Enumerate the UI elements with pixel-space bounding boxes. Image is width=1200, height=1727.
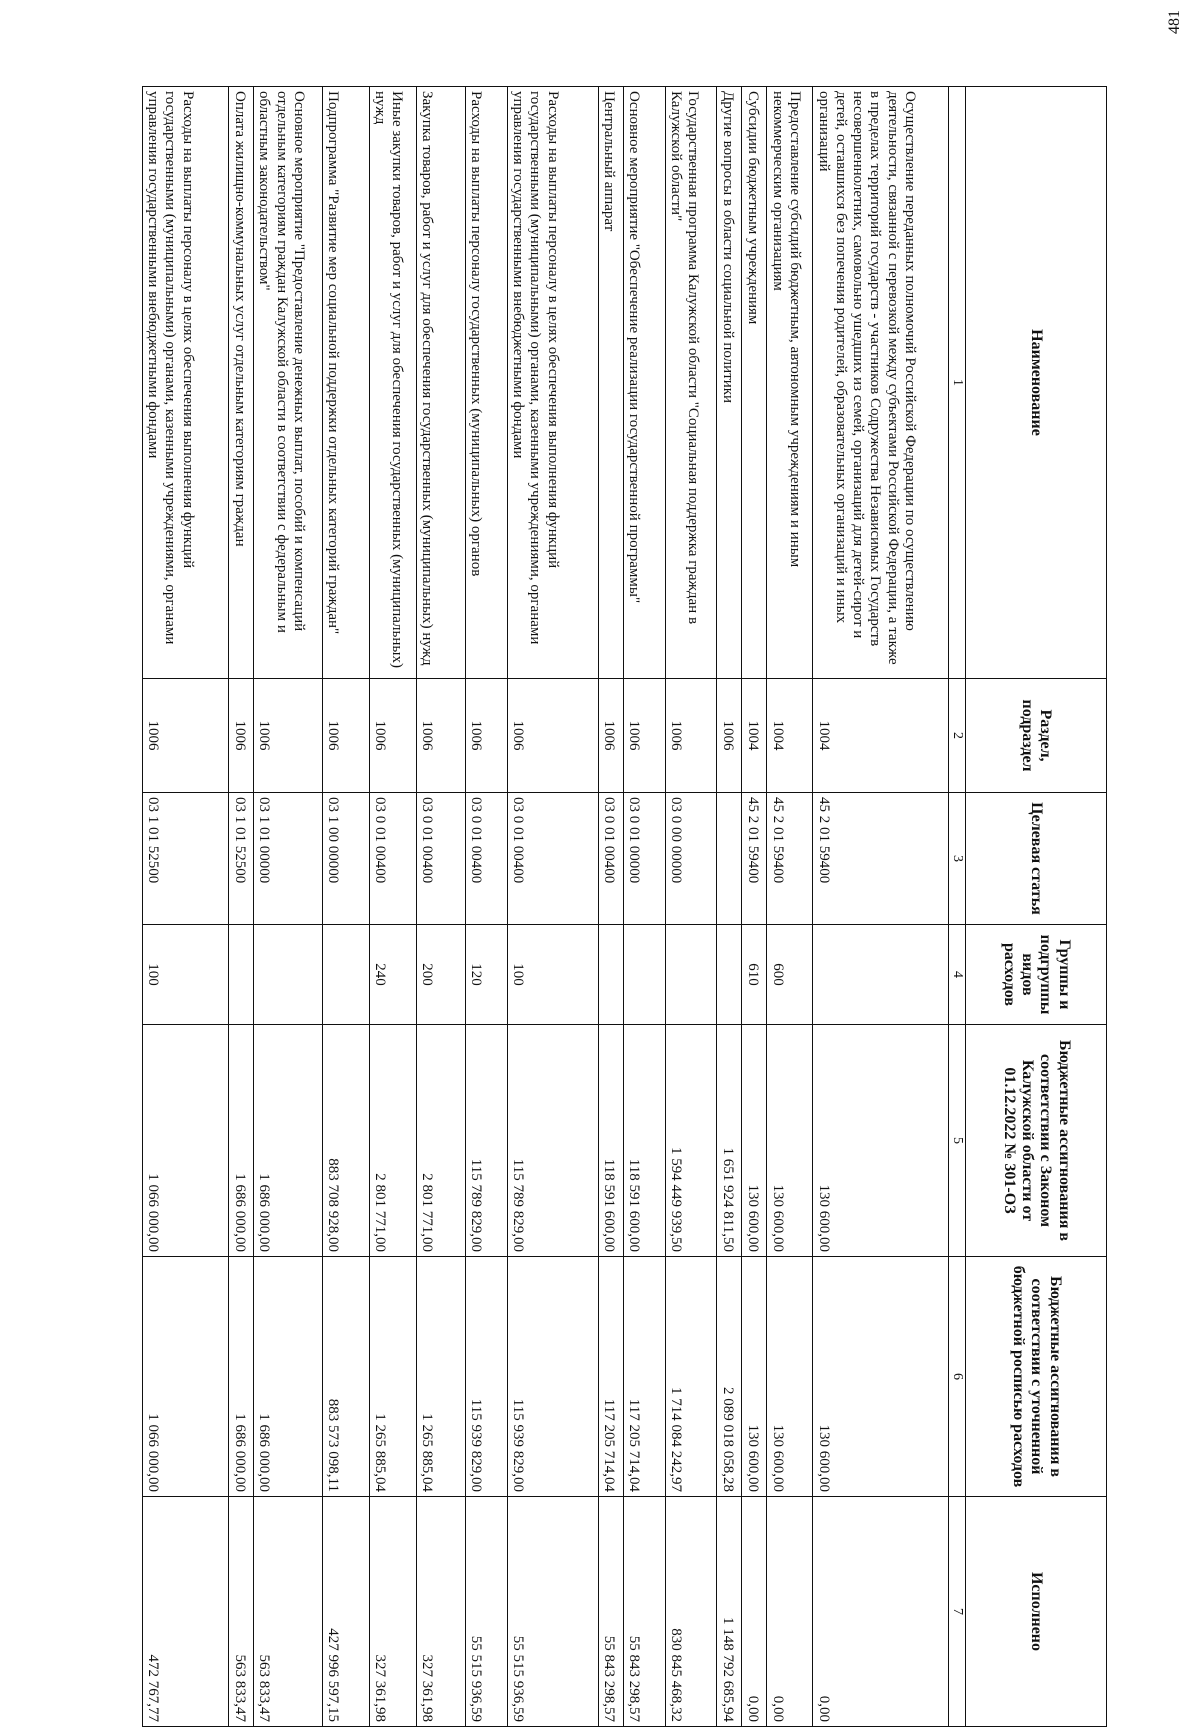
row-refined: 115 939 829,00 xyxy=(466,1257,508,1497)
row-section: 1004 xyxy=(813,679,948,793)
header-section: Раздел, подраздел xyxy=(966,679,1107,793)
table-row xyxy=(416,87,465,1727)
row-law: 118 591 600,00 xyxy=(598,1025,623,1257)
row-refined: 1 265 885,04 xyxy=(416,1257,465,1497)
column-number: 4 xyxy=(948,925,965,1025)
row-executed: 1 148 792 685,94 xyxy=(717,1497,742,1727)
row-refined: 1 686 000,00 xyxy=(229,1257,254,1497)
row-target: 03 0 01 00400 xyxy=(416,793,465,925)
row-group xyxy=(623,925,665,1025)
row-refined: 130 600,00 xyxy=(813,1257,948,1497)
row-target: 03 0 01 00400 xyxy=(369,793,416,925)
row-group: 240 xyxy=(369,925,416,1025)
row-executed: 0,00 xyxy=(767,1497,813,1727)
row-executed: 327 361,98 xyxy=(416,1497,465,1727)
row-executed: 427 996 597,15 xyxy=(323,1497,370,1727)
row-refined: 2 089 018 058,28 xyxy=(717,1257,742,1497)
row-group xyxy=(229,925,254,1025)
row-refined: 117 205 714,04 xyxy=(598,1257,623,1497)
header-refined: Бюджетные ассигнования в соответствии с уточненной бюджетной росписью расходов xyxy=(966,1257,1107,1497)
row-section: 1006 xyxy=(229,679,254,793)
table-row xyxy=(143,87,229,1727)
table-row xyxy=(742,87,767,1727)
row-name: Государственная программа Калужской области "Социальная поддержка граждан в Калужской области" xyxy=(665,87,717,679)
row-section: 1006 xyxy=(466,679,508,793)
row-executed: 563 833,47 xyxy=(254,1497,323,1727)
header-executed: Исполнено xyxy=(966,1497,1107,1727)
row-group: 120 xyxy=(466,925,508,1025)
column-number: 6 xyxy=(948,1257,965,1497)
table-row xyxy=(254,87,323,1727)
row-law: 2 801 771,00 xyxy=(416,1025,465,1257)
table-row xyxy=(229,87,254,1727)
row-group: 100 xyxy=(507,925,598,1025)
table-row xyxy=(466,87,508,1727)
row-executed: 0,00 xyxy=(813,1497,948,1727)
row-name: Закупка товаров, работ и услуг для обеспечения государственных (муниципальных) нужд xyxy=(416,87,465,679)
row-refined: 1 066 000,00 xyxy=(143,1257,229,1497)
row-target: 03 1 01 52500 xyxy=(143,793,229,925)
column-number: 5 xyxy=(948,1025,965,1257)
row-executed: 472 767,77 xyxy=(143,1497,229,1727)
column-number: 7 xyxy=(948,1497,965,1727)
row-name: Осуществление переданных полномочий Российской Федерации по осуществлению деятельности, связанной с перевозкой между субъектами Российской Федерации, а также в пределах территорий государств - участников Содружества Независимых Государств несовершеннолетних, самовольно ушедших из семей, организаций для детей-сирот и детей, оставшихся без попечения родителей, образовательных организаций и иных организаций xyxy=(813,87,948,679)
row-law: 118 591 600,00 xyxy=(623,1025,665,1257)
header-law: Бюджетные ассигнования в соответствии с Законом Калужской области от 01.12.2022 № 301-ОЗ xyxy=(966,1025,1107,1257)
row-executed: 55 515 936,59 xyxy=(507,1497,598,1727)
row-target: 03 0 01 00400 xyxy=(466,793,508,925)
row-target xyxy=(717,793,742,925)
row-executed: 563 833,47 xyxy=(229,1497,254,1727)
header-target: Целевая статья xyxy=(966,793,1107,925)
row-executed: 0,00 xyxy=(742,1497,767,1727)
column-number: 1 xyxy=(948,87,965,679)
table-row xyxy=(717,87,742,1727)
row-target: 03 0 01 00400 xyxy=(598,793,623,925)
document-sheet xyxy=(142,86,1107,1726)
row-section: 1006 xyxy=(143,679,229,793)
row-target: 45 2 01 59400 xyxy=(813,793,948,925)
column-number-row xyxy=(948,87,965,1727)
row-group: 100 xyxy=(143,925,229,1025)
row-refined: 130 600,00 xyxy=(767,1257,813,1497)
row-section: 1004 xyxy=(742,679,767,793)
row-law: 1 066 000,00 xyxy=(143,1025,229,1257)
row-name: Предоставление субсидий бюджетным, автономным учреждениям и иным некоммерческим организациям xyxy=(767,87,813,679)
budget-execution-table xyxy=(142,86,1107,1727)
row-group xyxy=(254,925,323,1025)
row-refined: 117 205 714,04 xyxy=(623,1257,665,1497)
row-name: Оплата жилищно-коммунальных услуг отдельным категориям граждан xyxy=(229,87,254,679)
row-law: 130 600,00 xyxy=(813,1025,948,1257)
row-executed: 327 361,98 xyxy=(369,1497,416,1727)
row-group: 200 xyxy=(416,925,465,1025)
row-executed: 55 843 298,57 xyxy=(598,1497,623,1727)
row-target: 45 2 01 59400 xyxy=(767,793,813,925)
row-section: 1006 xyxy=(416,679,465,793)
row-name: Центральный аппарат xyxy=(598,87,623,679)
row-target: 03 0 00 00000 xyxy=(665,793,717,925)
row-section: 1006 xyxy=(598,679,623,793)
table-row xyxy=(665,87,717,1727)
row-target: 03 1 01 00000 xyxy=(254,793,323,925)
row-group xyxy=(323,925,370,1025)
row-group xyxy=(598,925,623,1025)
row-target: 03 1 01 52500 xyxy=(229,793,254,925)
row-section: 1006 xyxy=(717,679,742,793)
table-row xyxy=(323,87,370,1727)
column-number: 2 xyxy=(948,679,965,793)
row-section: 1006 xyxy=(369,679,416,793)
row-name: Иные закупки товаров, работ и услуг для обеспечения государственных (муниципальных) нужд xyxy=(369,87,416,679)
row-refined: 1 686 000,00 xyxy=(254,1257,323,1497)
row-law: 115 789 829,00 xyxy=(466,1025,508,1257)
row-executed: 55 843 298,57 xyxy=(623,1497,665,1727)
row-law: 1 686 000,00 xyxy=(229,1025,254,1257)
row-law: 883 708 928,00 xyxy=(323,1025,370,1257)
row-refined: 1 265 885,04 xyxy=(369,1257,416,1497)
row-section: 1006 xyxy=(623,679,665,793)
row-executed: 830 845 468,32 xyxy=(665,1497,717,1727)
row-refined: 130 600,00 xyxy=(742,1257,767,1497)
row-executed: 55 515 936,59 xyxy=(466,1497,508,1727)
row-law: 130 600,00 xyxy=(742,1025,767,1257)
row-name: Расходы на выплаты персоналу государственных (муниципальных) органов xyxy=(466,87,508,679)
row-law: 1 594 449 939,50 xyxy=(665,1025,717,1257)
table-row xyxy=(369,87,416,1727)
row-section: 1004 xyxy=(767,679,813,793)
row-name: Основное мероприятие "Обеспечение реализации государственной программы" xyxy=(623,87,665,679)
row-section: 1006 xyxy=(323,679,370,793)
row-law: 2 801 771,00 xyxy=(369,1025,416,1257)
row-law: 130 600,00 xyxy=(767,1025,813,1257)
row-name: Расходы на выплаты персоналу в целях обеспечения выполнения функций государственными (муниципальными) органами, казенными учреждениями, органами управления государственными внебюджетными фондами xyxy=(143,87,229,679)
row-refined: 883 573 098,11 xyxy=(323,1257,370,1497)
table-row xyxy=(767,87,813,1727)
row-refined: 1 714 084 242,97 xyxy=(665,1257,717,1497)
row-law: 1 686 000,00 xyxy=(254,1025,323,1257)
header-name: Наименование xyxy=(966,87,1107,679)
row-section: 1006 xyxy=(507,679,598,793)
table-row xyxy=(598,87,623,1727)
row-law: 1 651 924 811,50 xyxy=(717,1025,742,1257)
row-group xyxy=(717,925,742,1025)
row-target: 03 0 01 00400 xyxy=(507,793,598,925)
row-name: Другие вопросы в области социальной политики xyxy=(717,87,742,679)
row-group: 600 xyxy=(767,925,813,1025)
row-section: 1006 xyxy=(665,679,717,793)
row-name: Основное мероприятие "Предоставление денежных выплат, пособий и компенсаций отдельным категориям граждан Калужской области в соответствии с федеральным и областным законодательством" xyxy=(254,87,323,679)
row-target: 45 2 01 59400 xyxy=(742,793,767,925)
header-group: Группы и подгруппы видов расходов xyxy=(966,925,1107,1025)
table-header-row xyxy=(966,87,1107,1727)
table-row xyxy=(623,87,665,1727)
row-name: Подпрограмма "Развитие мер социальной поддержки отдельных категорий граждан" xyxy=(323,87,370,679)
row-group xyxy=(813,925,948,1025)
row-group: 610 xyxy=(742,925,767,1025)
row-section: 1006 xyxy=(254,679,323,793)
table-row xyxy=(507,87,598,1727)
row-target: 03 1 00 00000 xyxy=(323,793,370,925)
table-row xyxy=(813,87,948,1727)
row-refined: 115 939 829,00 xyxy=(507,1257,598,1497)
row-law: 115 789 829,00 xyxy=(507,1025,598,1257)
row-group xyxy=(665,925,717,1025)
row-name: Расходы на выплаты персоналу в целях обеспечения выполнения функций государственными (муниципальными) органами, казенными учреждениями, органами управления государственными внебюджетными фондами xyxy=(507,87,598,679)
page-number: 481 xyxy=(1166,10,1183,34)
row-target: 03 0 01 00000 xyxy=(623,793,665,925)
column-number: 3 xyxy=(948,793,965,925)
row-name: Субсидии бюджетным учреждениям xyxy=(742,87,767,679)
